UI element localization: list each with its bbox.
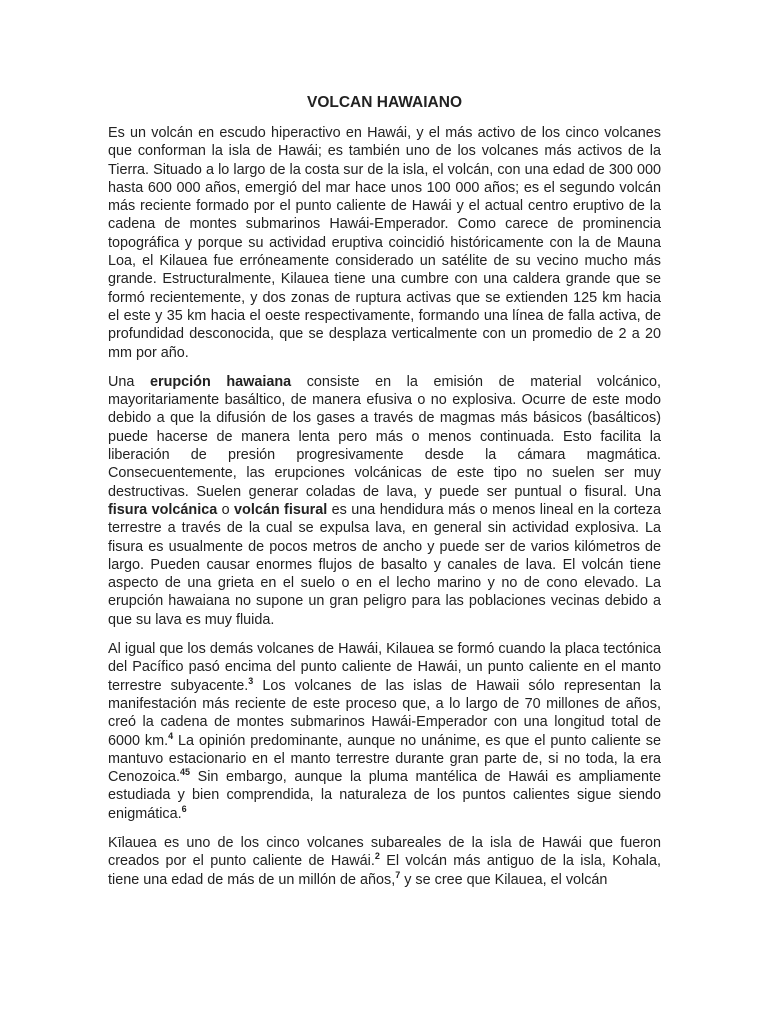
paragraph-3 [108, 640, 661, 823]
document-title: VOLCAN HAWAIANO [307, 94, 462, 111]
footnote-ref-4: 4 [168, 730, 174, 741]
paragraph-2-text-3: o [217, 501, 235, 518]
footnote-ref-2: 2 [374, 851, 380, 862]
paragraph-1-text: Es un volcán en escudo hiperactivo en Hawái, y el más activo de los cinco volcanes que conforman la isla de Hawái; es también uno de los volcanes más activos de la Tierra. Situado a lo largo de la costa sur de la isla, el volcán, con una edad de 300 000 hasta 600 000 años, emergió del mar hace unos 100 000 años; es el segundo volcán más reciente formado por el punto caliente de Hawái y el actual centro eruptivo de la cadena de montes submarinos Hawái-Emperador. Como carece de prominencia topográfica y porque su actividad eruptiva coincidió históricamente con la de Mauna Loa, el Kilauea fue erróneamente considerado un satélite de su vecino mucho más grande. Estructuralmente, Kilauea tiene una cumbre con una caldera grande que se formó recientemente, y dos zonas de ruptura activas que se extienden 125 km hacia el este y 35 km hacia el oeste respectivamente, formando una línea de falla activa, de profundidad desconocida, que se desplaza verticalmente con un promedio de 2 a 20 mm por año. [108, 125, 661, 361]
paragraph-3-text-2: Los volcanes de las islas de Hawaii sólo representan la manifestación más reciente de este proceso que, a lo largo de 70 millones de años, creó la cadena de montes submarinos Hawái-Emperador con una longitud total de 6000 km. [108, 677, 661, 749]
paragraph-2-text-4: es una hendidura más o menos lineal en la corteza terrestre a través de la cual se expulsa lava, en general sin actividad explosiva. La fisura es usualmente de pocos metros de ancho y puede ser de varios kilómetros de largo. Pueden causar enormes flujos de basalto y canales de lava. El volcán tiene aspecto de una grieta en el suelo o en el lecho marino y no de cono elevado. La erupción hawaiana no supone un gran peligro para las poblaciones vecinas debido a que su lava es muy fluida. [108, 501, 662, 628]
term-fisura-volcanica: fisura volcánica [108, 501, 218, 518]
term-volcan-fisural: volcán fisural [234, 501, 328, 518]
paragraph-4 [108, 834, 661, 889]
paragraph-3-text-1: Al igual que los demás volcanes de Hawái, Kilauea se formó cuando la placa tectónica del Pacífico pasó encima del punto caliente de Hawái, un punto caliente en el manto terrestre subyacente. [108, 641, 661, 694]
footnote-ref-6: 6 [181, 803, 187, 814]
footnote-ref-7: 7 [395, 869, 401, 880]
term-erupcion-hawaiana: erupción hawaiana [149, 373, 292, 390]
footnote-ref-3: 3 [248, 675, 254, 686]
paragraph-4-text-2: El volcán más antiguo de la isla, Kohala, tiene una edad de más de un millón de años, [108, 853, 661, 888]
paragraph-2 [108, 373, 661, 629]
paragraph-3-text-3: La opinión predominante, aunque no unánime, es que el punto caliente se mantuvo estacionario en el manto terrestre durante gran parte de, si no toda, la era Cenozoica. [108, 732, 661, 786]
paragraph-2-text-2: consiste en la emisión de material volcánico, mayoritariamente basáltico, de manera efusiva o no explosiva. Ocurre de este modo debido a que la difusión de los gases a través de magmas más básicos (basálticos) puede hacerse de manera lenta pero más o menos continuada. Esto facilita la liberación de presión progresivamente desde la cámara magmática. Consecuentemente, las erupciones volcánicas de este tipo no suelen ser muy destructivas. Suelen generar coladas de lava, y puede ser puntual o fisural. Una [108, 373, 661, 500]
paragraph-1 [108, 124, 661, 362]
document-page [108, 93, 661, 900]
paragraph-2-text-1: Una [108, 373, 150, 390]
paragraph-4-text-3: y se cree que Kilauea, el volcán [400, 871, 608, 888]
footnote-ref-45: 45 [180, 767, 191, 778]
paragraph-4-text-1: Kīlauea es uno de los cinco volcanes subareales de la isla de Hawái que fueron creados por el punto caliente de Hawái. [108, 834, 661, 870]
paragraph-3-text-4: Sin embargo, aunque la pluma mantélica de Hawái es ampliamente estudiada y bien comprendida, la naturaleza de los puntos calientes sigue siendo enigmática. [108, 769, 661, 822]
